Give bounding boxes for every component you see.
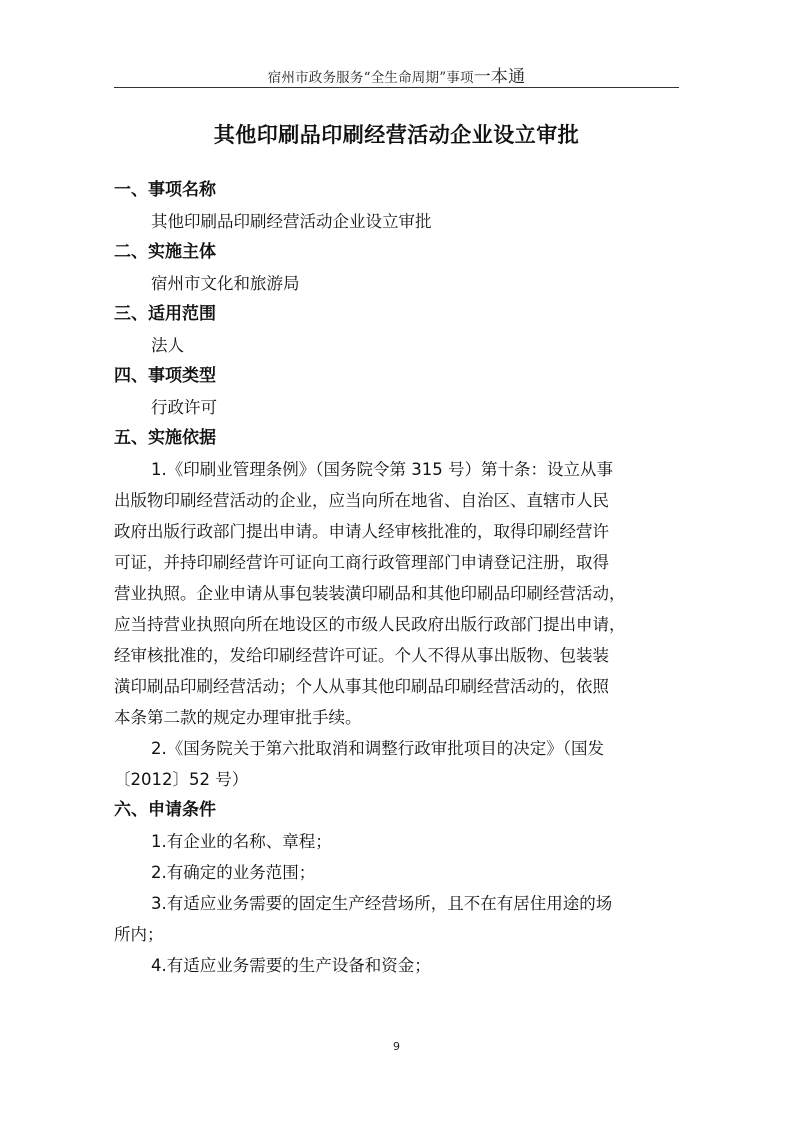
paragraph-line: 应当持营业执照向所在地设区的市级人民政府出版行政部门提出申请， xyxy=(114,615,626,634)
section-heading-item-name: 一、事项名称 xyxy=(114,180,216,200)
section-value-implementing-body: 宿州市文化和旅游局 xyxy=(151,274,300,293)
paragraph-line: 1.《印刷业管理条例》（国务院令第 315 号）第十条：设立从事 xyxy=(151,460,613,479)
legal-basis-paragraph-1 xyxy=(114,454,694,733)
running-header-suffix: 一本通 xyxy=(473,67,526,87)
section-value-item-type: 行政许可 xyxy=(151,398,217,417)
section-heading-legal-basis: 五、实施依据 xyxy=(114,428,216,448)
paragraph-line: 2.《国务院关于第六批取消和调整行政审批项目的决定》（国发 xyxy=(151,739,604,758)
paragraph-line: 1.有企业的名称、章程； xyxy=(151,832,332,851)
condition-1 xyxy=(114,826,694,857)
paragraph-line: 营业执照。企业申请从事包装装潢印刷品和其他印刷品印刷经营活动， xyxy=(114,584,626,603)
section-heading-scope: 三、适用范围 xyxy=(114,304,216,324)
condition-3 xyxy=(114,888,694,950)
condition-4 xyxy=(114,950,694,981)
paragraph-line: 潢印刷品印刷经营活动；个人从事其他印刷品印刷经营活动的，依照 xyxy=(114,677,609,696)
condition-2 xyxy=(114,857,694,888)
document-body xyxy=(114,175,694,981)
paragraph-line: 经审核批准的，发给印刷经营许可证。个人不得从事出版物、包装装 xyxy=(114,646,609,665)
paragraph-line: 本条第二款的规定办理审批手续。 xyxy=(114,708,362,727)
section-heading-application-conditions: 六、申请条件 xyxy=(114,800,216,820)
paragraph-line: 4.有适应业务需要的生产设备和资金； xyxy=(151,956,431,975)
paragraph-line: 政府出版行政部门提出申请。申请人经审核批准的，取得印刷经营许 xyxy=(114,522,609,541)
legal-basis-paragraph-2 xyxy=(114,733,694,795)
running-header xyxy=(114,62,679,87)
document-title: 其他印刷品印刷经营活动企业设立审批 xyxy=(213,123,580,147)
section-value-scope: 法人 xyxy=(151,336,184,355)
paragraph-line: 所内； xyxy=(114,925,164,944)
running-header-prefix: 宿州市政务服务“全生命周期”事项 xyxy=(267,70,474,86)
paragraph-line: 可证，并持印刷经营许可证向工商行政管理部门申请登记注册，取得 xyxy=(114,553,609,572)
paragraph-line: 3.有适应业务需要的固定生产经营场所，且不在有居住用途的场 xyxy=(151,894,613,913)
paragraph-line: 〔2012〕52 号） xyxy=(114,770,249,789)
section-heading-item-type: 四、事项类型 xyxy=(114,366,216,386)
section-value-item-name: 其他印刷品印刷经营活动企业设立审批 xyxy=(151,212,432,231)
paragraph-line: 2.有确定的业务范围； xyxy=(151,863,316,882)
section-heading-implementing-body: 二、实施主体 xyxy=(114,242,216,262)
paragraph-line: 出版物印刷经营活动的企业，应当向所在地省、自治区、直辖市人民 xyxy=(114,491,609,510)
page-number: 9 xyxy=(393,1040,400,1053)
header-rule xyxy=(114,87,679,88)
